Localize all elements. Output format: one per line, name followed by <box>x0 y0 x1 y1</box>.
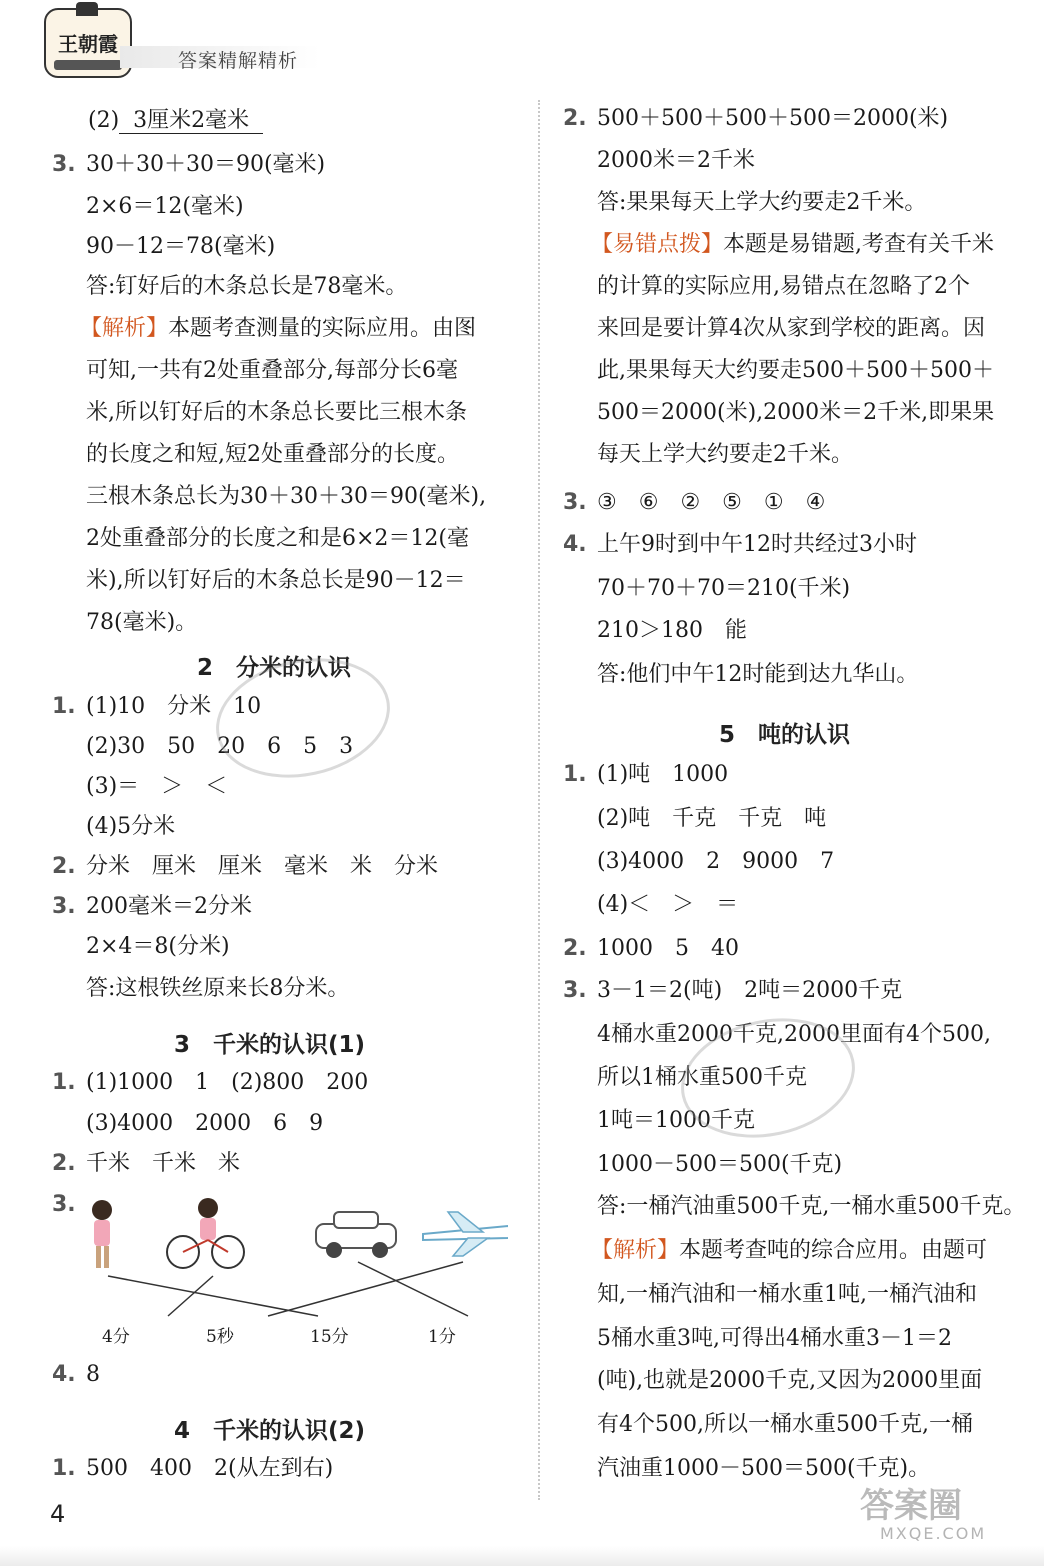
analysis-line: 2处重叠部分的长度之和是6×2＝12(毫 <box>86 526 470 551</box>
answer-line: 2×6＝12(毫米) <box>86 194 244 219</box>
analysis-line: 500＝2000(米),2000米＝2千米,即果果 <box>597 400 995 425</box>
analysis-line: 有4个500,所以一桶水重500千克,一桶 <box>597 1412 973 1437</box>
analysis-line: 【易错点拨】本题是易错题,考查有关千米 <box>591 232 995 257</box>
analysis-line: 知,一桶汽油和一桶水重1吨,一桶汽油和 <box>597 1282 977 1307</box>
match-line <box>108 1276 318 1316</box>
figure-label: 4分 <box>102 1327 130 1347</box>
answer-line: 4. 上午9时到中午12时共经过3小时 <box>563 532 917 557</box>
figure-label: 5秒 <box>206 1327 234 1347</box>
analysis-line: 每天上学大约要走2千米。 <box>597 442 853 467</box>
answer-line: 2000米＝2千米 <box>597 148 755 173</box>
crown-icon <box>76 2 98 16</box>
answer-line: 1. 500 400 2(从左到右) <box>52 1456 334 1481</box>
answer-line: 4. 8 <box>52 1362 100 1387</box>
column-divider <box>538 100 540 1500</box>
answer-line: (3)4000 2 9000 7 <box>597 849 835 874</box>
answer-line: 答:这根铁丝原来长8分米。 <box>86 976 350 1001</box>
answer-line: 3. 30＋30＋30＝90(毫米) <box>52 152 326 177</box>
analysis-line: 此,果果每天大约要走500＋500＋500＋ <box>597 358 994 383</box>
answer-line: 2. 分米 厘米 厘米 毫米 米 分米 <box>52 854 439 879</box>
watermark-logo: 答案圈 <box>860 1486 962 1526</box>
car-icon <box>316 1212 396 1258</box>
answer-line: 答:果果每天上学大约要走2千米。 <box>597 190 927 215</box>
answer-line: (4)5分米 <box>86 814 176 839</box>
answer-line: (3)4000 2000 6 9 <box>86 1111 324 1136</box>
publisher-logo: 王朝霞 <box>44 8 132 78</box>
answer-line: 答:他们中午12时能到达九华山。 <box>597 662 919 687</box>
answer-line: 2×4＝8(分米) <box>86 934 230 959</box>
section-title: 3 千米的认识(1) <box>174 1032 366 1058</box>
header-title: 答案精解精析 <box>178 50 299 72</box>
section-title: 4 千米的认识(2) <box>174 1418 366 1444</box>
answer-line: 1000－500＝500(千克) <box>597 1152 843 1177</box>
answer-line: 210＞180 能 <box>597 618 747 643</box>
match-line <box>268 1262 463 1316</box>
answer-line: (4)＜ ＞ ＝ <box>597 892 739 917</box>
analysis-line: 米),所以钉好后的木条总长是90－12＝ <box>86 568 466 593</box>
page-number: 4 <box>50 1500 66 1528</box>
analysis-line: 的长度之和短,短2处重叠部分的长度。 <box>86 442 459 467</box>
answer-line: 90－12＝78(毫米) <box>86 234 276 259</box>
analysis-line: (吨),也就是2000千克,又因为2000里面 <box>597 1368 983 1393</box>
analysis-line: 的计算的实际应用,易错点在忽略了2个 <box>597 274 970 299</box>
answer-line: (2)吨 千克 千克 吨 <box>597 806 827 831</box>
girl-cycling-icon <box>167 1198 244 1268</box>
figure-label: 15分 <box>310 1327 349 1347</box>
analysis-line: 5桶水重3吨,可得出4桶水重3－1＝2 <box>597 1326 952 1351</box>
answer-line: (2)30 50 20 6 5 3 <box>86 734 354 759</box>
answer-line: 答:一桶汽油重500千克,一桶水重500千克。 <box>597 1194 1026 1219</box>
answer-line: 3. 200毫米＝2分米 <box>52 894 252 919</box>
figure-label: 1分 <box>428 1327 456 1347</box>
match-line <box>358 1262 468 1316</box>
girl-walking-icon <box>92 1200 112 1268</box>
analysis-line: 来回是要计算4次从家到学校的距离。因 <box>597 316 985 341</box>
analysis-line: 78(毫米)。 <box>86 610 198 635</box>
analysis-line: 米,所以钉好后的木条总长要比三根木条 <box>86 400 467 425</box>
answer-line: 1. (1)10 分米 10 <box>52 694 262 719</box>
watermark-url: MXQE.COM <box>880 1524 987 1543</box>
section-title: 2 分米的认识 <box>197 655 352 681</box>
answer-line: 1. (1)1000 1 (2)800 200 <box>52 1070 369 1095</box>
analysis-line: 【解析】本题考查测量的实际应用。由图 <box>80 316 477 341</box>
answer-line: 3. <box>52 1192 76 1217</box>
analysis-line: 汽油重1000－500＝500(千克)。 <box>597 1456 931 1481</box>
answer-line: (3)＝ ＞ ＜ <box>86 774 228 799</box>
answer-line: 1吨＝1000千克 <box>597 1108 755 1133</box>
answer-line: 2. 千米 千米 米 <box>52 1151 241 1176</box>
answer-line: 2. 500＋500＋500＋500＝2000(米) <box>563 106 949 131</box>
answer-line: 1. (1)吨 1000 <box>563 762 729 787</box>
answer-line: 所以1桶水重500千克 <box>597 1065 807 1090</box>
answer-line: (2) 3厘米2毫米 <box>88 106 263 136</box>
analysis-line: 【解析】本题考查吨的综合应用。由题可 <box>591 1238 988 1263</box>
answer-line: 3. 3－1＝2(吨) 2吨＝2000千克 <box>563 978 903 1003</box>
analysis-line: 三根木条总长为30＋30＋30＝90(毫米), <box>86 484 487 509</box>
airplane-icon <box>423 1212 508 1256</box>
match-line <box>168 1276 213 1316</box>
answer-line: 答:钉好后的木条总长是78毫米。 <box>86 274 408 299</box>
page-header <box>0 0 1044 90</box>
answer-line: 4桶水重2000千克,2000里面有4个500, <box>597 1022 991 1047</box>
answer-line: 3. ③ ⑥ ② ⑤ ① ④ <box>563 490 826 515</box>
analysis-line: 可知,一共有2处重叠部分,每部分长6毫 <box>86 358 458 383</box>
answer-line: 2. 1000 5 40 <box>563 936 739 961</box>
section-title: 5 吨的认识 <box>719 722 851 748</box>
answer-line: 70＋70＋70＝210(千米) <box>597 576 851 601</box>
